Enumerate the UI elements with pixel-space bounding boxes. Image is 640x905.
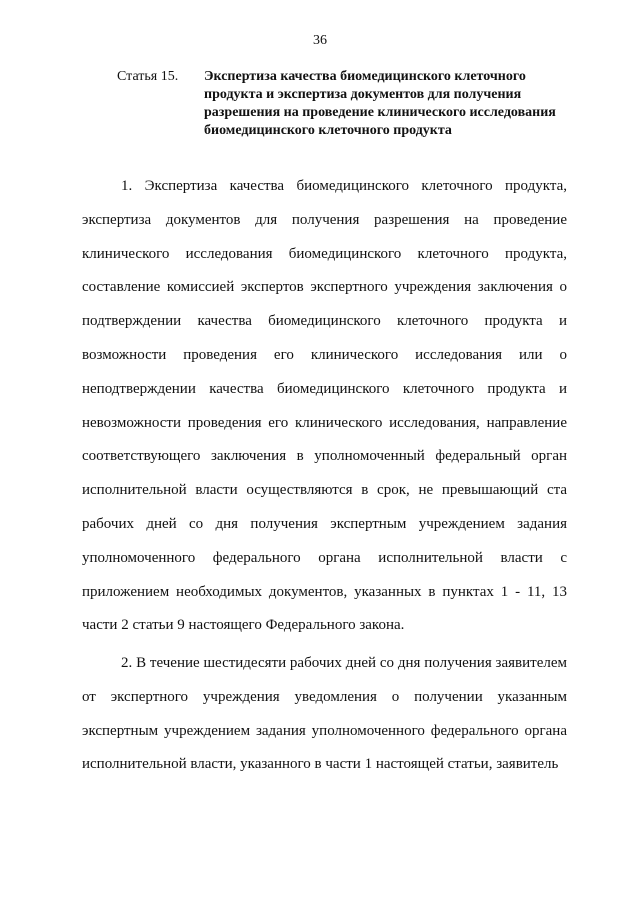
article-label: Статья 15. <box>117 69 179 84</box>
page-number: 36 <box>313 33 327 48</box>
paragraph-1: 1. Экспертиза качества биомедицинского клеточного продукта, экспертиза документов для получения разрешения на проведение клинического исследования биомедицинского клеточного продукта, составление комиссией экспертов экспертного учреждения заключения о подтверждении качества биомедицинского клеточного продукта и возможности проведения его клинического исследования или о неподтверждении качества биомедицинского клеточного продукта и невозможности проведения его клинического исследования, направление соответствующего заключения в уполномоченный федеральный орган исполнительной власти осуществляются в срок, не превышающий ста рабочих дней со дня получения экспертным учреждением задания уполномоченного федерального органа исполнительной власти с приложением необходимых документов, указанных в пунктах 1 - 11, 13 части 2 статьи 9 настоящего Федерального закона. <box>82 178 567 634</box>
paragraph-2: 2. В течение шестидесяти рабочих дней со дня получения заявителем от экспертного учреждения уведомления о получении указанным экспертным учреждением задания уполномоченного федерального органа исполнительной власти, указанного в части 1 настоящей статьи, заявитель <box>82 655 567 773</box>
article-title: Экспертиза качества биомедицинского клеточного продукта и экспертиза документов для получения разрешения на проведение клинического исследования биомедицинского клеточного продукта <box>204 69 556 138</box>
